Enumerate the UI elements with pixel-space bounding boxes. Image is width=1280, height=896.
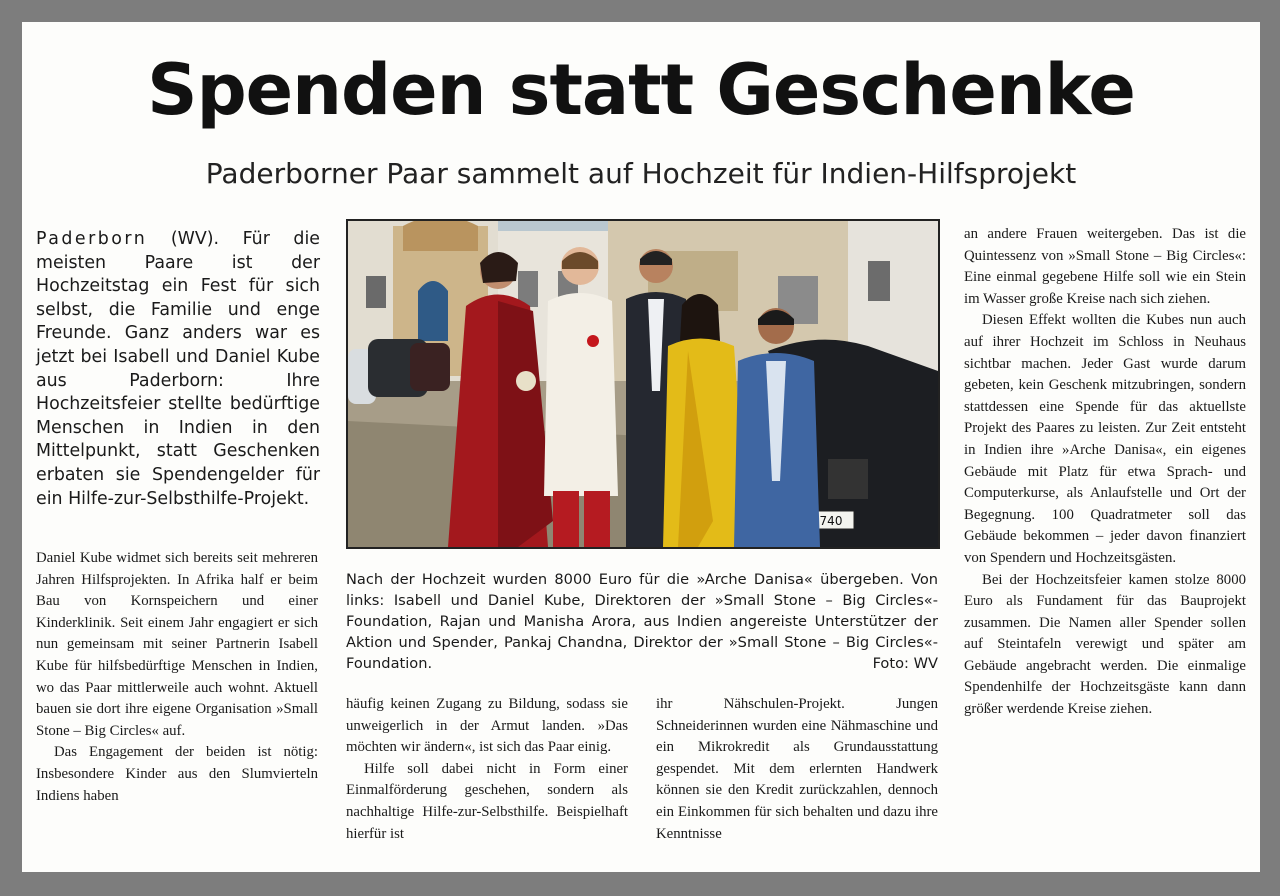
wedding-photo (346, 219, 940, 549)
column-4 (964, 224, 1246, 721)
paragraph: Daniel Kube widmet sich bereits seit mehreren Jahren Hilfsprojekten. In Afrika half er beim Bau von Kornspeichern und einer Kinderklinik. Seit einem Jahr engagiert er sich nun gemeinsam mit seiner Partnerin Isabell Kube für hilfsbedürftige Menschen in Indien, wo das Paar mittlerweile auch wohnt. Aktuell bauen sie dort ihre eigene Organisation »Small Stone – Big Circles« auf. (36, 550, 318, 739)
lead-text: (WV). Für die meisten Paare ist der Hochzeitstag ein Fest für sich selbst, die Familie und enge Freunde. Ganz anders war es jetzt bei Isabell und Daniel Kube aus Paderborn: Ihre Hochzeitsfeier stellte bedürftige Menschen in Indien in den Mittelpunkt, statt Geschenken erbaten sie Spendengelder für ein Hilfe-zur-Selbsthilfe-Projekt. (36, 229, 320, 509)
paragraph: ihr Nähschulen-Projekt. Jungen Schneiderinnen wurden eine Nähmaschine und ein Mikrokredit als Grundausstattung gespendet. Mit dem erlernten Handwerk können sie den Kredit zurückzahlen, dennoch ein Einkommen für sich behalten und dazu ihre Kenntnisse (656, 696, 938, 842)
photo-illustration (348, 221, 938, 547)
paragraph: Das Engagement der beiden ist nötig: Insbesondere Kinder aus den Slumvierteln Indiens haben (36, 744, 318, 804)
column-3 (656, 694, 938, 845)
newspaper-clipping (22, 22, 1260, 872)
paragraph: Bei der Hochzeitsfeier kamen stolze 8000 Euro als Fundament für das Bauprojekt zusammen. Die Namen aller Spender sollen auf Steintafeln verewigt und später am Gebäude angebracht werden. Die einmalige Spendenhilfe der Hochzeitsgäste kann dann größer werdende Kreise ziehen. (964, 571, 1246, 718)
column-1 (36, 548, 318, 807)
dateline: Paderborn (36, 229, 148, 249)
lead-paragraph (36, 228, 320, 511)
column-2 (346, 694, 628, 845)
subheadline: Paderborner Paar sammelt auf Hochzeit für Indien-Hilfsprojekt (205, 157, 1077, 190)
paragraph: häufig keinen Zugang zu Bildung, sodass sie unweigerlich in der Armut landen. »Das möchten wir ändern«, ist sich das Paar einig. (346, 696, 628, 756)
license-plate: 740 (819, 514, 843, 528)
paragraph: Hilfe soll dabei nicht in Form einer Einmalförderung geschehen, sondern als nachhaltige Hilfe-zur-Selbsthilfe. Beispielhaft hierfür ist (346, 760, 628, 842)
photo-caption (346, 569, 938, 674)
paragraph: Diesen Effekt wollten die Kubes nun auch auf ihrer Hochzeit im Schloss in Neuhaus sichtbar machen. Jeder Gast wurde darum gebeten, kein Geschenk mitzubringen, sondern stattdessen eine Spende für das aktuellste Projekt des Paares zu leisten. Zur Zeit entsteht in Indien ihre »Arche Danisa«, ein eigenes Gebäude mit Platz für etwa Sprach- und Computerkurse, als Anlaufstelle und Ort der Begegnung. 100 Quadratmeter soll das Gebäude bekommen – jeder davon finanziert von Spendern und Hochzeitsgästen. (964, 312, 1246, 566)
caption-text: Nach der Hochzeit wurden 8000 Euro für die »Arche Danisa« übergeben. Von links: Isabell und Daniel Kube, Direktoren der »Small Stone – Big Circles«-Foundation, Rajan und Manisha Arora, aus Indien angereiste Unterstützer der Aktion und Spender, Pankaj Chandna, Direktor der »Small Stone – Big Circles«-Foundation. (346, 571, 938, 672)
photo-credit: Foto: WV (872, 655, 938, 672)
paragraph: an andere Frauen weitergeben. Das ist die Quintessenz von »Small Stone – Big Circles«: Eine einmal gegebene Hilfe soll wie ein Stein im Wasser große Kreise nach sich ziehen. (964, 226, 1246, 307)
headline: Spenden statt Geschenke (147, 49, 1135, 131)
